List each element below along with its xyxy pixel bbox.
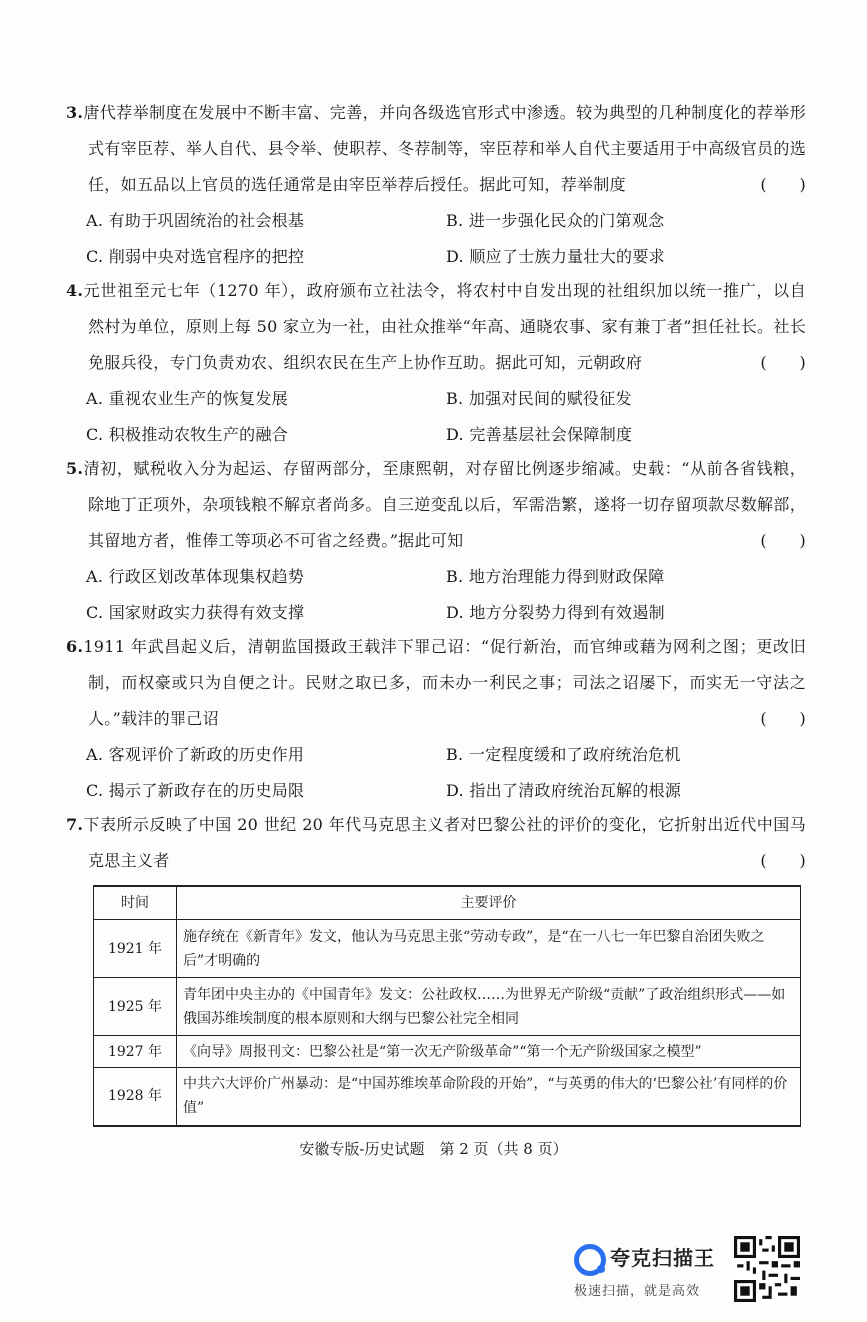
options [66,203,806,275]
table-row [94,920,801,978]
answer-bracket: ( ) [760,851,806,870]
table-cell-year: 1921 年 [94,920,177,978]
page-footer: 安徽专版-历史试题 第 2 页（共 8 页） [299,1140,568,1158]
watermark-brand: 夸克扫描王 [610,1246,715,1270]
option-d: D. 完善基层社会保障制度 [446,425,633,444]
question-stem: 元世祖至元七年（1270 年），政府颁布立社法令，将农村中自发出现的社组织加以统一推广，以自然村为单位，原则上每 50 家立为一社，由社众推举“年高、通晓农事、家有兼丁者”担任社长。社长免服兵役，专门负责劝农、组织农民在生产上协作互助。据此可知，元朝政府 [83,281,806,372]
options [66,381,806,453]
table-header-row [94,886,801,920]
options [66,559,806,631]
question-6 [66,629,806,809]
option-b: B. 进一步强化民众的门第观念 [446,211,665,230]
table-row [94,978,801,1036]
option-a: A. 客观评价了新政的历史作用 [86,745,305,764]
question-5 [66,451,806,631]
options [66,737,806,809]
question-3 [66,95,806,275]
question-stem: 下表所示反映了中国 20 世纪 20 年代马克思主义者对巴黎公社的评价的变化，它折射出近代中国马克思主义者 [83,815,806,870]
table-row [94,1036,801,1068]
option-d: D. 顺应了士族力量壮大的要求 [446,247,665,266]
table-cell-year: 1927 年 [94,1036,177,1068]
watermark-slogan: 极速扫描，就是高效 [574,1284,701,1299]
question-stem: 1911 年武昌起义后，清朝监国摄政王载沣下罪己诏：“促行新治，而官绅或藉为网利之图；更改旧制，而权豪或只为自便之计。民财之取已多，而未办一利民之事；司法之诏屡下，而实无一守法之人。”载沣的罪己诏 [83,637,806,728]
option-b: B. 一定程度缓和了政府统治危机 [446,745,681,764]
option-a: A. 有助于巩固统治的社会根基 [86,211,305,230]
scanner-watermark [574,1236,814,1306]
option-b: B. 地方治理能力得到财政保障 [446,567,665,586]
table-cell-text: 《向导》周报刊文：巴黎公社是“第一次无产阶级革命”“第一个无产阶级国家之模型” [177,1036,801,1068]
option-c: C. 削弱中央对选官程序的把控 [86,247,305,266]
table-cell-year: 1928 年 [94,1068,177,1126]
option-a: A. 重视农业生产的恢复发展 [86,389,288,408]
question-number: 6. [66,637,84,656]
answer-bracket: ( ) [760,709,806,728]
table-cell-year: 1925 年 [94,978,177,1036]
question-number: 7. [66,815,84,834]
option-b: B. 加强对民间的赋役征发 [446,389,632,408]
option-c: C. 国家财政实力获得有效支撑 [86,603,305,622]
question-number: 5. [66,459,84,478]
answer-bracket: ( ) [760,531,806,550]
table-cell-text: 中共六大评价广州暴动：是“中国苏维埃革命阶段的开始”，“与英勇的伟大的‘巴黎公社’有同样的价值” [177,1068,801,1126]
answer-bracket: ( ) [760,353,806,372]
table-cell-text: 施存统在《新青年》发文，他认为马克思主张“劳动专政”，是“在一八七一年巴黎自治团失败之后”才明确的 [177,920,801,978]
qr-code-icon [734,1236,800,1302]
answer-bracket: ( ) [760,175,806,194]
option-d: D. 指出了清政府统治瓦解的根源 [446,781,682,800]
question-7 [66,807,806,879]
option-a: A. 行政区划改革体现集权趋势 [86,567,305,586]
table-cell-text: 青年团中央主办的《中国青年》发文：公社政权……为世界无产阶级“贡献”了政治组织形式——如俄国苏维埃制度的根本原则和大纲与巴黎公社完全相同 [177,978,801,1036]
option-c: C. 揭示了新政存在的历史局限 [86,781,305,800]
option-c: C. 积极推动农牧生产的融合 [86,425,289,444]
evaluation-table [93,885,801,1127]
question-number: 3. [66,103,84,122]
option-d: D. 地方分裂势力得到有效遏制 [446,603,665,622]
scanner-logo-icon [574,1244,606,1276]
question-stem: 清初，赋税收入分为起运、存留两部分，至康熙朝，对存留比例逐步缩减。史载：“从前各省钱粮，除地丁正项外，杂项钱粮不解京者尚多。自三逆变乱以后，军需浩繁，遂将一切存留项款尽数解部，其留地方者，惟俸工等项必不可省之经费。”据此可知 [83,459,806,550]
question-4 [66,273,806,453]
table-row [94,1068,801,1126]
question-number: 4. [66,281,84,300]
question-stem: 唐代荐举制度在发展中不断丰富、完善，并向各级选官形式中渗透。较为典型的几种制度化的荐举形式有宰臣荐、举人自代、县令举、使职荐、冬荐制等，宰臣荐和举人自代主要适用于中高级官员的选任，如五品以上官员的选任通常是由宰臣举荐后授任。据此可知，荐举制度 [83,103,806,194]
table-header-evaluation: 主要评价 [177,886,801,920]
table-header-time: 时间 [94,886,177,920]
